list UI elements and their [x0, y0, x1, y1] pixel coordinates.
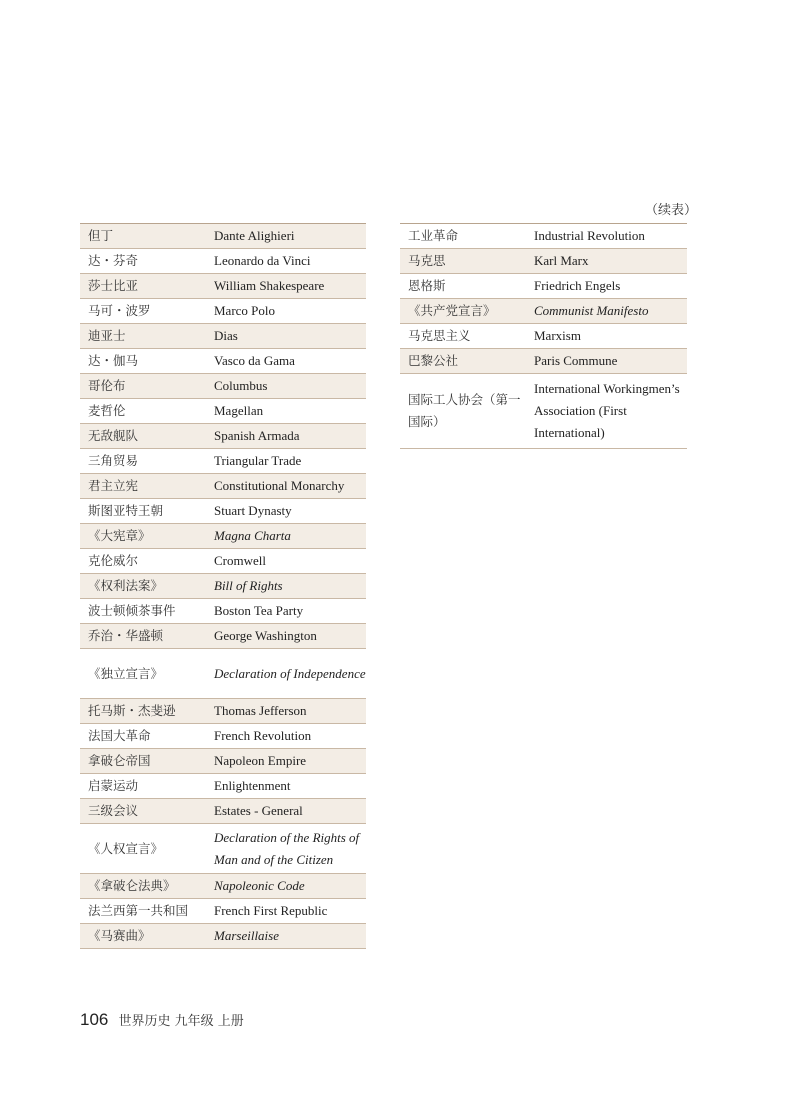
term-chinese: 三角贸易	[80, 449, 206, 474]
term-chinese: 托马斯・杰斐逊	[80, 699, 206, 724]
term-english: Vasco da Gama	[206, 349, 366, 374]
table-row	[80, 874, 366, 899]
table-row	[80, 599, 366, 624]
glossary-table-right	[400, 223, 687, 449]
continued-label: （续表）	[645, 203, 698, 218]
term-chinese: 《权利法案》	[80, 574, 206, 599]
term-english: Marseillaise	[206, 924, 366, 949]
term-chinese: 《共产党宣言》	[400, 299, 526, 324]
table-row	[80, 449, 366, 474]
term-chinese: 莎士比亚	[80, 274, 206, 299]
table-row	[80, 774, 366, 799]
table-row	[400, 324, 687, 349]
table-row	[400, 299, 687, 324]
page-footer	[80, 1010, 244, 1030]
table-row	[80, 699, 366, 724]
table-row	[80, 374, 366, 399]
term-english: Friedrich Engels	[526, 274, 687, 299]
term-chinese: 斯图亚特王朝	[80, 499, 206, 524]
term-chinese: 达・伽马	[80, 349, 206, 374]
term-chinese: 《拿破仑法典》	[80, 874, 206, 899]
term-english: Napoleonic Code	[206, 874, 366, 899]
term-english: Paris Commune	[526, 349, 687, 374]
term-english: Marxism	[526, 324, 687, 349]
term-english: French Revolution	[206, 724, 366, 749]
term-english: Dante Alighieri	[206, 224, 366, 249]
table-row	[80, 824, 366, 874]
table-row	[80, 724, 366, 749]
table-row	[80, 474, 366, 499]
table-row	[80, 224, 366, 249]
table-row	[80, 349, 366, 374]
term-chinese: 国际工人协会（第一国际）	[400, 374, 526, 449]
term-english: Constitutional Monarchy	[206, 474, 366, 499]
term-english: Estates - General	[206, 799, 366, 824]
term-chinese: 巴黎公社	[400, 349, 526, 374]
term-chinese: 迪亚士	[80, 324, 206, 349]
term-english: Declaration of Independence	[206, 649, 366, 699]
table-row	[80, 249, 366, 274]
term-chinese: 麦哲伦	[80, 399, 206, 424]
table-row	[80, 924, 366, 949]
term-english: Bill of Rights	[206, 574, 366, 599]
term-english: International Workingmen’s Association (First International)	[526, 374, 687, 449]
term-english: George Washington	[206, 624, 366, 649]
table-row	[80, 749, 366, 774]
term-english: William Shakespeare	[206, 274, 366, 299]
table-row	[80, 549, 366, 574]
term-english: Boston Tea Party	[206, 599, 366, 624]
term-chinese: 法兰西第一共和国	[80, 899, 206, 924]
term-english: Columbus	[206, 374, 366, 399]
term-chinese: 《独立宣言》	[80, 649, 206, 699]
table-row	[400, 374, 687, 449]
table-row	[400, 224, 687, 249]
term-chinese: 工业革命	[400, 224, 526, 249]
term-chinese: 《人权宣言》	[80, 824, 206, 874]
table-row	[80, 624, 366, 649]
term-english: Spanish Armada	[206, 424, 366, 449]
term-english: Leonardo da Vinci	[206, 249, 366, 274]
term-chinese: 但丁	[80, 224, 206, 249]
table-row	[80, 799, 366, 824]
term-chinese: 拿破仑帝国	[80, 749, 206, 774]
term-chinese: 乔治・华盛顿	[80, 624, 206, 649]
table-row	[80, 574, 366, 599]
table-row	[400, 349, 687, 374]
term-chinese: 马克思	[400, 249, 526, 274]
term-english: Triangular Trade	[206, 449, 366, 474]
term-chinese: 马可・波罗	[80, 299, 206, 324]
table-row	[80, 274, 366, 299]
term-english: Magellan	[206, 399, 366, 424]
table-row	[80, 324, 366, 349]
term-english: Enlightenment	[206, 774, 366, 799]
term-chinese: 达・芬奇	[80, 249, 206, 274]
term-chinese: 《马赛曲》	[80, 924, 206, 949]
book-title: 世界历史 九年级 上册	[118, 1014, 244, 1029]
term-english: Stuart Dynasty	[206, 499, 366, 524]
term-english: Dias	[206, 324, 366, 349]
term-chinese: 哥伦布	[80, 374, 206, 399]
term-chinese: 马克思主义	[400, 324, 526, 349]
table-row	[80, 299, 366, 324]
table-row	[80, 399, 366, 424]
table-row	[80, 499, 366, 524]
term-english: Declaration of the Rights of Man and of the Citizen	[206, 824, 366, 874]
term-english: Communist Manifesto	[526, 299, 687, 324]
term-chinese: 克伦威尔	[80, 549, 206, 574]
table-row	[400, 249, 687, 274]
term-chinese: 恩格斯	[400, 274, 526, 299]
glossary-table-left	[80, 223, 366, 949]
term-english: Magna Charta	[206, 524, 366, 549]
table-row	[400, 274, 687, 299]
term-chinese: 君主立宪	[80, 474, 206, 499]
term-english: French First Republic	[206, 899, 366, 924]
table-row	[80, 899, 366, 924]
term-english: Napoleon Empire	[206, 749, 366, 774]
term-chinese: 《大宪章》	[80, 524, 206, 549]
term-english: Industrial Revolution	[526, 224, 687, 249]
term-chinese: 法国大革命	[80, 724, 206, 749]
table-row	[80, 524, 366, 549]
table-row	[80, 649, 366, 699]
term-english: Thomas Jefferson	[206, 699, 366, 724]
term-english: Marco Polo	[206, 299, 366, 324]
page-number: 106	[80, 1010, 109, 1029]
term-chinese: 三级会议	[80, 799, 206, 824]
term-english: Cromwell	[206, 549, 366, 574]
term-english: Karl Marx	[526, 249, 687, 274]
term-chinese: 启蒙运动	[80, 774, 206, 799]
table-row	[80, 424, 366, 449]
term-chinese: 无敌舰队	[80, 424, 206, 449]
term-chinese: 波士顿倾茶事件	[80, 599, 206, 624]
